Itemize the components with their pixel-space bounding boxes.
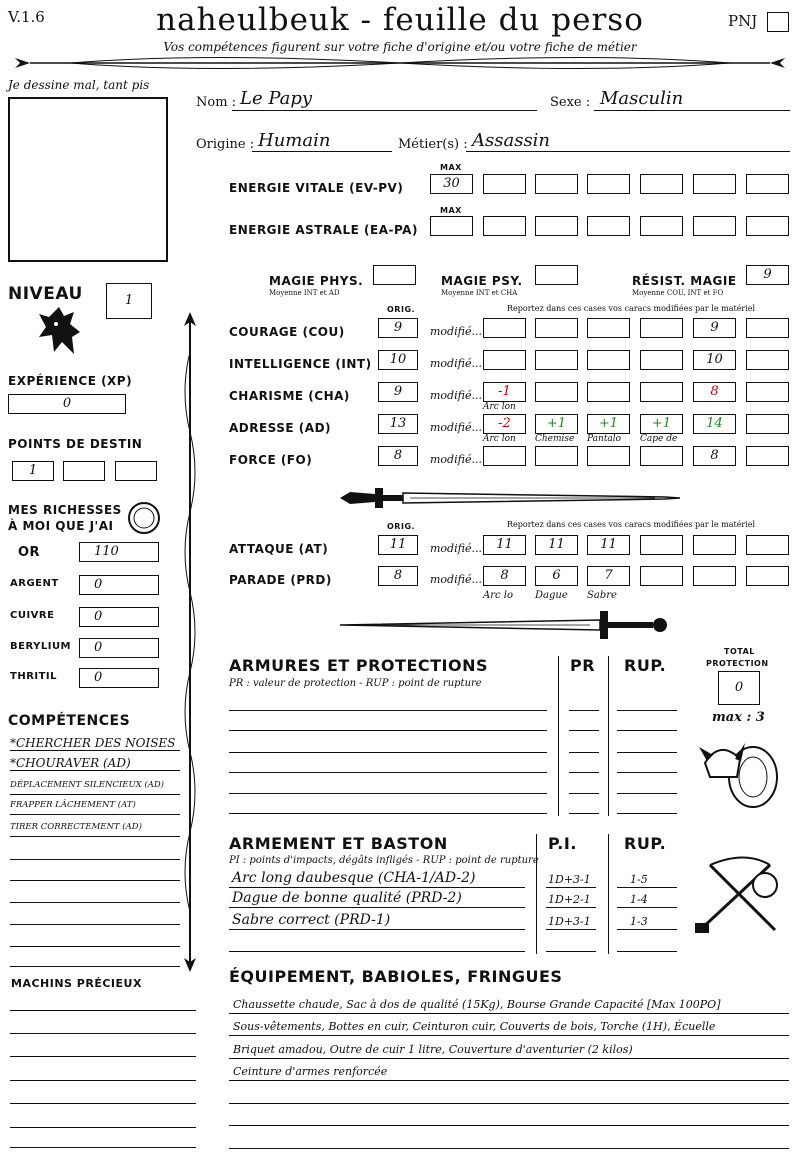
magie-psy-box[interactable] bbox=[535, 265, 578, 285]
combat-orig-box[interactable]: 8 bbox=[378, 566, 418, 586]
skill-item: FRAPPER LÂCHEMENT (AT) bbox=[10, 800, 136, 810]
metier-line bbox=[466, 151, 790, 152]
skill-item: *CHOURAVER (AD) bbox=[10, 756, 131, 770]
stat-mod-box[interactable] bbox=[746, 382, 789, 402]
stat-label: COURAGE (COU) bbox=[229, 325, 345, 339]
stat-mod-box[interactable] bbox=[587, 446, 630, 466]
equipment-item: Ceinture d'armes renforcée bbox=[233, 1065, 388, 1078]
xp-label: EXPÉRIENCE (XP) bbox=[8, 374, 133, 388]
weapon-line bbox=[229, 907, 525, 908]
armor-pr-line bbox=[569, 710, 599, 711]
armor-line bbox=[229, 710, 547, 711]
skill-line bbox=[10, 836, 180, 837]
stat-modif-label: modifié... bbox=[430, 357, 482, 370]
richesses-label-1: MES RICHESSES bbox=[8, 503, 122, 517]
stat-mod-box[interactable]: -1 bbox=[483, 382, 526, 402]
skill-line bbox=[10, 750, 180, 751]
destin-box-2[interactable] bbox=[63, 461, 105, 481]
weapon-pi-line bbox=[546, 907, 596, 908]
portrait-caption: Je dessine mal, tant pis bbox=[8, 78, 150, 92]
resist-magie-note: Moyenne COU, INT et FO bbox=[632, 289, 724, 297]
stat-mod-box[interactable]: 8 bbox=[693, 382, 736, 402]
stat-mod-box[interactable] bbox=[535, 446, 578, 466]
sexe-line bbox=[594, 110, 790, 111]
resist-magie-label: RÉSIST. MAGIE bbox=[632, 274, 737, 288]
competences-title: COMPÉTENCES bbox=[8, 713, 131, 729]
stat-mod-box[interactable]: +1 bbox=[640, 414, 683, 434]
stat-mod-box[interactable] bbox=[640, 350, 683, 370]
ea-max-label: MAX bbox=[440, 206, 462, 215]
stats-orig-label: ORIG. bbox=[387, 305, 416, 314]
stat-mod-caption: Chemise bbox=[535, 434, 575, 444]
weapon-rup-line bbox=[617, 951, 677, 952]
armor-rup-line bbox=[617, 793, 677, 794]
combat-note: Reportez dans ces cases vos caracs modifiées par le matériel bbox=[507, 520, 756, 529]
combat-mod-box[interactable] bbox=[746, 566, 789, 586]
precious-line bbox=[10, 1010, 196, 1011]
wealth-label-or: OR bbox=[18, 545, 41, 560]
armures-col-pr: PR bbox=[570, 656, 596, 675]
weapon-pi-line bbox=[546, 929, 596, 930]
magie-psy-label: MAGIE PSY. bbox=[441, 274, 523, 288]
header-ornament-icon bbox=[10, 52, 790, 74]
magie-phys-label: MAGIE PHYS. bbox=[269, 274, 364, 288]
combat-orig-label: ORIG. bbox=[387, 522, 416, 531]
wealth-label-berylium: BERYLIUM bbox=[10, 641, 72, 652]
total-label-1: TOTAL bbox=[724, 647, 755, 656]
skill-item: TIRER CORRECTEMENT (AD) bbox=[10, 822, 142, 832]
armures-title: ARMURES ET PROTECTIONS bbox=[229, 656, 488, 675]
armement-note: PI : points d'impacts, dégâts infligés - RUP : point de rupture bbox=[229, 855, 539, 866]
precious-line bbox=[10, 1033, 196, 1034]
ev-extra-box[interactable] bbox=[640, 174, 683, 194]
armor-line bbox=[229, 793, 547, 794]
stat-mod-box[interactable] bbox=[640, 446, 683, 466]
stat-mod-box[interactable]: -2 bbox=[483, 414, 526, 434]
wealth-box-thritil[interactable]: 0 bbox=[79, 668, 159, 688]
weapon-rup-line bbox=[617, 907, 677, 908]
ea-value-box[interactable] bbox=[430, 216, 473, 236]
stat-label: CHARISME (CHA) bbox=[229, 389, 350, 403]
equipment-item: Chaussette chaude, Sac à dos de qualité (15Kg), Bourse Grande Capacité [Max 100PO] bbox=[233, 998, 721, 1011]
sheet-subtitle: Vos compétences figurent sur votre fiche d'origine et/ou votre fiche de métier bbox=[163, 40, 637, 54]
ev-extra-box[interactable] bbox=[483, 174, 526, 194]
wealth-label-cuivre: CUIVRE bbox=[10, 610, 55, 621]
total-label-2: PROTECTION bbox=[706, 659, 769, 668]
stat-mod-box[interactable] bbox=[640, 318, 683, 338]
sexe-field[interactable]: Masculin bbox=[600, 88, 684, 109]
nom-label: Nom : bbox=[196, 95, 237, 110]
armor-rup-line bbox=[617, 772, 677, 773]
combat-modif-label: modifié... bbox=[430, 542, 482, 555]
armement-divider-1 bbox=[536, 834, 537, 954]
armures-col-rup: RUP. bbox=[624, 656, 667, 675]
combat-mod-box[interactable]: 8 bbox=[483, 566, 526, 586]
stat-modif-label: modifié... bbox=[430, 453, 482, 466]
niveau-box[interactable]: 1 bbox=[106, 283, 152, 319]
combat-mod-box[interactable]: 11 bbox=[483, 535, 526, 555]
weapons-icon bbox=[690, 855, 790, 940]
wealth-label-thritil: THRITIL bbox=[10, 671, 58, 682]
weapon-pi-line bbox=[546, 951, 596, 952]
staff-ornament-icon bbox=[180, 312, 200, 972]
combat-label: ATTAQUE (AT) bbox=[229, 542, 329, 556]
wealth-label-argent: ARGENT bbox=[10, 578, 59, 589]
equipment-line bbox=[229, 1125, 789, 1126]
machins-precieux-title: MACHINS PRÉCIEUX bbox=[11, 977, 142, 990]
magie-phys-box[interactable] bbox=[373, 265, 416, 285]
wealth-box-argent[interactable]: 0 bbox=[79, 575, 159, 595]
precious-line bbox=[10, 1080, 196, 1081]
stat-modif-label: modifié... bbox=[430, 421, 482, 434]
stat-mod-box[interactable] bbox=[535, 382, 578, 402]
stat-mod-box[interactable]: 9 bbox=[693, 318, 736, 338]
xp-box[interactable]: 0 bbox=[8, 394, 126, 414]
stat-mod-box[interactable]: 10 bbox=[693, 350, 736, 370]
combat-modif-label: modifié... bbox=[430, 573, 482, 586]
weapon-pi: 1D+3-1 bbox=[548, 873, 591, 886]
skill-line bbox=[10, 770, 180, 771]
stat-mod-box[interactable] bbox=[535, 350, 578, 370]
niveau-label: NIVEAU bbox=[8, 284, 83, 304]
combat-mod-box[interactable] bbox=[746, 535, 789, 555]
weapon-pi-line bbox=[546, 887, 596, 888]
total-protection-box[interactable]: 0 bbox=[718, 671, 760, 705]
ea-label: ENERGIE ASTRALE (EA-PA) bbox=[229, 223, 418, 237]
stat-mod-caption: Pantalo bbox=[587, 434, 622, 444]
nom-field[interactable]: Le Papy bbox=[240, 88, 313, 109]
stat-mod-box[interactable] bbox=[483, 446, 526, 466]
equipment-line bbox=[229, 1080, 789, 1081]
combat-mod-box[interactable]: 11 bbox=[535, 535, 578, 555]
stat-mod-box[interactable] bbox=[483, 318, 526, 338]
ea-extra-box[interactable] bbox=[483, 216, 526, 236]
dragon-icon bbox=[34, 302, 84, 362]
equipement-title: ÉQUIPEMENT, BABIOLES, FRINGUES bbox=[229, 967, 563, 986]
combat-label: PARADE (PRD) bbox=[229, 573, 332, 587]
sword-icon bbox=[335, 478, 680, 518]
weapon-rup-line bbox=[617, 929, 677, 930]
origine-label: Origine : bbox=[196, 137, 255, 152]
stat-mod-box[interactable] bbox=[587, 318, 630, 338]
equipment-item: Sous-vêtements, Bottes en cuir, Ceinturon cuir, Couverts de bois, Torche (1H), Écuelle bbox=[233, 1020, 716, 1033]
combat-mod-box[interactable] bbox=[693, 566, 736, 586]
armor-pr-line bbox=[569, 752, 599, 753]
skill-line bbox=[10, 814, 180, 815]
version-label: V.1.6 bbox=[8, 8, 45, 26]
stat-mod-box[interactable]: 8 bbox=[693, 446, 736, 466]
armor-rup-line bbox=[617, 752, 677, 753]
weapon-name: Dague de bonne qualité (PRD-2) bbox=[232, 890, 462, 906]
armor-line bbox=[229, 772, 547, 773]
ev-extra-box[interactable] bbox=[693, 174, 736, 194]
stat-mod-caption: Arc lon bbox=[483, 402, 516, 412]
armor-pr-line bbox=[569, 730, 599, 731]
ea-extra-box[interactable] bbox=[640, 216, 683, 236]
combat-mod-box[interactable]: 7 bbox=[587, 566, 630, 586]
stat-mod-caption: Cape de bbox=[640, 434, 678, 444]
skill-line bbox=[10, 966, 180, 967]
armement-col-rup: RUP. bbox=[624, 834, 667, 853]
ev-value-box[interactable]: 30 bbox=[430, 174, 473, 194]
destin-box-1[interactable]: 1 bbox=[12, 461, 54, 481]
equipment-line bbox=[229, 1035, 789, 1036]
equipment-line bbox=[229, 1148, 789, 1149]
armor-rup-line bbox=[617, 730, 677, 731]
sword-icon-2 bbox=[340, 605, 685, 645]
armement-divider-2 bbox=[608, 834, 609, 954]
total-max-label: max : 3 bbox=[712, 710, 765, 725]
combat-mod-box[interactable]: 6 bbox=[535, 566, 578, 586]
weapon-line bbox=[229, 887, 525, 888]
ev-extra-box[interactable] bbox=[535, 174, 578, 194]
skill-line bbox=[10, 924, 180, 925]
combat-mod-box[interactable] bbox=[640, 535, 683, 555]
combat-caption: Dague bbox=[535, 590, 568, 601]
stat-mod-box[interactable] bbox=[746, 350, 789, 370]
precious-line bbox=[10, 1127, 196, 1128]
combat-mod-box[interactable] bbox=[640, 566, 683, 586]
ev-extra-box[interactable] bbox=[746, 174, 789, 194]
precious-line bbox=[10, 1056, 196, 1057]
stat-orig-box[interactable]: 10 bbox=[378, 350, 418, 370]
stat-mod-box[interactable] bbox=[587, 350, 630, 370]
armor-line bbox=[229, 730, 547, 731]
armor-rup-line bbox=[617, 710, 677, 711]
stat-mod-box[interactable]: +1 bbox=[535, 414, 578, 434]
weapon-rup: 1-5 bbox=[630, 873, 648, 886]
magie-psy-note: Moyenne INT et CHA bbox=[441, 289, 518, 297]
weapon-pi: 1D+2-1 bbox=[548, 893, 591, 906]
equipment-line bbox=[229, 1058, 789, 1059]
metier-label: Métier(s) : bbox=[398, 137, 468, 152]
skill-line bbox=[10, 880, 180, 881]
ea-extra-box[interactable] bbox=[693, 216, 736, 236]
stat-mod-box[interactable] bbox=[535, 318, 578, 338]
equipment-item: Briquet amadou, Outre de cuir 1 litre, Couverture d'aventurier (2 kilos) bbox=[233, 1043, 633, 1056]
pnj-checkbox[interactable] bbox=[767, 12, 789, 32]
weapon-pi: 1D+3-1 bbox=[548, 915, 591, 928]
armor-rup-line bbox=[617, 813, 677, 814]
ea-extra-box[interactable] bbox=[746, 216, 789, 236]
stat-mod-box[interactable] bbox=[640, 382, 683, 402]
stat-orig-box[interactable]: 13 bbox=[378, 414, 418, 434]
skill-line bbox=[10, 859, 180, 860]
armor-line bbox=[229, 752, 547, 753]
weapon-rup: 1-4 bbox=[630, 893, 648, 906]
destin-box-3[interactable] bbox=[115, 461, 157, 481]
weapon-name: Arc long daubesque (CHA-1/AD-2) bbox=[232, 870, 476, 886]
weapon-line bbox=[229, 929, 525, 930]
armures-divider-1 bbox=[558, 656, 559, 816]
origine-line bbox=[252, 151, 392, 152]
wealth-box-berylium[interactable]: 0 bbox=[79, 638, 159, 658]
skill-line bbox=[10, 946, 180, 947]
coin-icon bbox=[126, 500, 162, 536]
skill-item: DÉPLACEMENT SILENCIEUX (AD) bbox=[10, 780, 164, 790]
helmet-shield-icon bbox=[695, 725, 785, 815]
weapon-line bbox=[229, 951, 525, 952]
weapon-rup-line bbox=[617, 887, 677, 888]
combat-caption: Sabre bbox=[587, 590, 617, 601]
richesses-label-2: À MOI QUE J'AI bbox=[8, 519, 114, 533]
stat-mod-box[interactable] bbox=[746, 318, 789, 338]
armor-pr-line bbox=[569, 772, 599, 773]
combat-caption: Arc lo bbox=[483, 590, 513, 601]
wealth-box-or[interactable]: 110 bbox=[79, 542, 159, 562]
sheet-title: naheulbeuk - feuille du perso bbox=[156, 2, 644, 38]
sexe-label: Sexe : bbox=[550, 95, 591, 110]
combat-mod-box[interactable]: 11 bbox=[587, 535, 630, 555]
metier-field[interactable]: Assassin bbox=[472, 130, 551, 151]
precious-line bbox=[10, 1103, 196, 1104]
pnj-label: PNJ bbox=[728, 12, 758, 30]
stat-mod-box[interactable]: +1 bbox=[587, 414, 630, 434]
portrait-box[interactable] bbox=[8, 97, 168, 262]
precious-line bbox=[10, 1147, 196, 1148]
armor-line bbox=[229, 813, 547, 814]
equipment-line bbox=[229, 1013, 789, 1014]
stats-note: Reportez dans ces cases vos caracs modifiées par le matériel bbox=[507, 304, 756, 313]
stat-modif-label: modifié... bbox=[430, 325, 482, 338]
armement-col-pi: P.I. bbox=[548, 834, 577, 853]
skill-line bbox=[10, 902, 180, 903]
wealth-box-cuivre[interactable]: 0 bbox=[79, 607, 159, 627]
combat-orig-box[interactable]: 11 bbox=[378, 535, 418, 555]
stat-mod-box[interactable] bbox=[746, 414, 789, 434]
skill-line bbox=[10, 794, 180, 795]
magie-phys-note: Moyenne INT et AD bbox=[269, 289, 340, 297]
ev-label: ENERGIE VITALE (EV-PV) bbox=[229, 181, 404, 195]
stat-label: ADRESSE (AD) bbox=[229, 421, 332, 435]
stat-label: FORCE (FO) bbox=[229, 453, 313, 467]
weapon-name: Sabre correct (PRD-1) bbox=[232, 912, 391, 928]
armures-note: PR : valeur de protection - RUP : point de rupture bbox=[229, 678, 482, 689]
stat-modif-label: modifié... bbox=[430, 389, 482, 402]
resist-magie-box[interactable]: 9 bbox=[746, 265, 789, 285]
destin-label: POINTS DE DESTIN bbox=[8, 437, 143, 451]
combat-mod-box[interactable] bbox=[693, 535, 736, 555]
stat-mod-box[interactable] bbox=[483, 350, 526, 370]
armor-pr-line bbox=[569, 793, 599, 794]
armures-divider-2 bbox=[608, 656, 609, 816]
ea-extra-box[interactable] bbox=[535, 216, 578, 236]
origine-field[interactable]: Humain bbox=[258, 130, 331, 151]
armor-pr-line bbox=[569, 813, 599, 814]
stat-mod-box[interactable] bbox=[746, 446, 789, 466]
ev-extra-box[interactable] bbox=[587, 174, 630, 194]
stat-orig-box[interactable]: 9 bbox=[378, 382, 418, 402]
armement-title: ARMEMENT ET BASTON bbox=[229, 834, 448, 853]
stat-orig-box[interactable]: 8 bbox=[378, 446, 418, 466]
nom-line bbox=[232, 110, 537, 111]
stat-mod-box[interactable] bbox=[587, 382, 630, 402]
equipment-line bbox=[229, 1103, 789, 1104]
skill-item: *CHERCHER DES NOISES bbox=[10, 736, 176, 750]
stat-orig-box[interactable]: 9 bbox=[378, 318, 418, 338]
stat-mod-caption: Arc lon bbox=[483, 434, 516, 444]
stat-mod-box[interactable]: 14 bbox=[693, 414, 736, 434]
weapon-rup: 1-3 bbox=[630, 915, 648, 928]
ev-max-label: MAX bbox=[440, 163, 462, 172]
stat-label: INTELLIGENCE (INT) bbox=[229, 357, 372, 371]
ea-extra-box[interactable] bbox=[587, 216, 630, 236]
